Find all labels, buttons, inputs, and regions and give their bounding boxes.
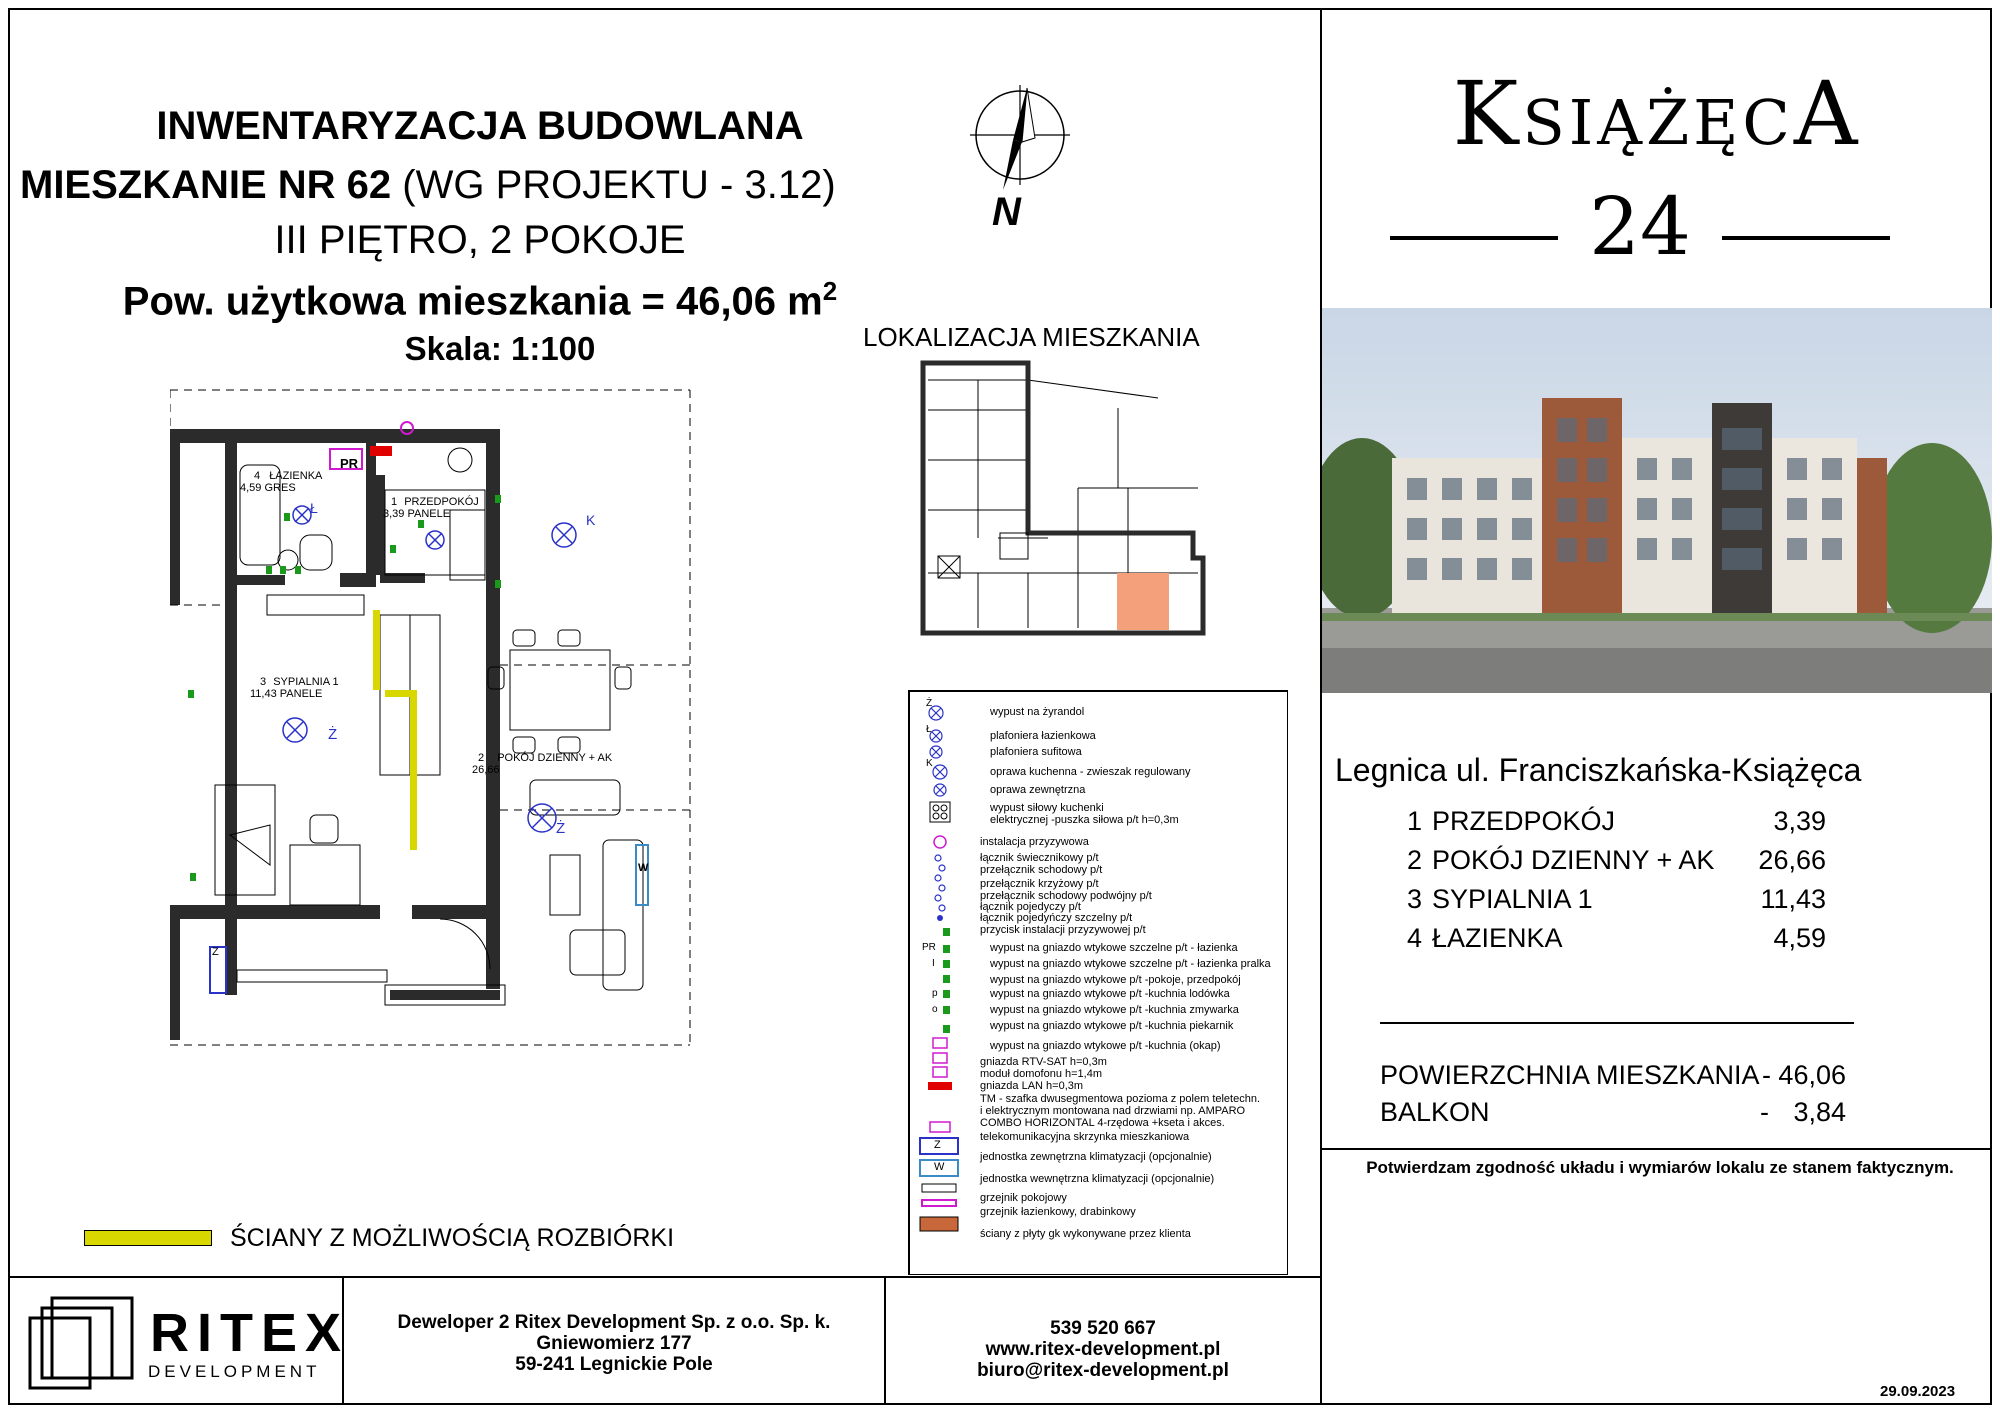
- room-num: 4: [1406, 923, 1422, 953]
- legend-item: ściany z płyty gk wykonywane przez klienta: [980, 1228, 1191, 1240]
- room-num: 3: [1406, 884, 1422, 914]
- walls-note: ŚCIANY Z MOŻLIWOŚCIĄ ROZBIÓRKI: [230, 1224, 675, 1252]
- legend-sym-pr: PR: [922, 942, 936, 953]
- legend-sym-w: W: [934, 1161, 945, 1173]
- total-area-label: POWIERZCHNIA MIESZKANIA: [1380, 1060, 1760, 1090]
- header-line-3: III PIĘTRO, 2 POKOJE: [274, 218, 686, 262]
- room-num: 1: [1406, 806, 1422, 836]
- legend-item: plafoniera łazienkowa: [990, 730, 1096, 742]
- logo-subtitle: DEVELOPMENT: [148, 1362, 321, 1381]
- plan-living-area: 26,66: [472, 764, 500, 776]
- footer-divider: [8, 1276, 1322, 1278]
- legend-item: wypust na gniazdo wtykowe p/t -kuchnia lodówka: [990, 988, 1230, 1000]
- legend-item: wypust na gniazdo wtykowe p/t -kuchnia zmywarka: [990, 1004, 1239, 1016]
- legend-sym-o: o: [932, 1004, 938, 1015]
- brand-number: 24: [1589, 180, 1691, 273]
- location-title: LOKALIZACJA MIESZKANIA: [863, 322, 1200, 352]
- room-name: ŁAZIENKA: [1432, 923, 1563, 953]
- north-letter: N: [992, 190, 1021, 234]
- plan-symbol-zh-bedroom: Ż: [328, 726, 338, 743]
- apartment-number: MIESZKANIE NR 62: [20, 163, 392, 207]
- legend-item: moduł domofonu h=1,4m: [980, 1068, 1102, 1080]
- legend-item: przycisk instalacji przyzywowej p/t: [980, 924, 1146, 936]
- legend-item: wypust na gniazdo wtykowe szczelne p/t - łazienka pralka: [990, 958, 1271, 970]
- legend-item: oprawa kuchenna - zwieszak regulowany: [990, 766, 1191, 778]
- totals-divider: [1380, 1022, 1854, 1024]
- legend-item: gniazda LAN h=0,3m: [980, 1080, 1084, 1092]
- legend-list: [908, 690, 1288, 1275]
- plan-bedroom-area: 11,43: [250, 688, 277, 700]
- apartment-location-marker: [1117, 573, 1169, 630]
- plan-bedroom-num: 3: [260, 676, 267, 688]
- plan-bath-finish: GRES: [264, 482, 296, 494]
- plan-living-name: POKÓJ DZIENNY + AK: [497, 752, 613, 764]
- legend-item: i elektrycznym montowana nad drzwiami np. AMPARO: [980, 1105, 1246, 1117]
- building-rendering: [1322, 308, 1992, 693]
- legend-item: grzejnik łazienkowy, drabinkowy: [980, 1206, 1136, 1218]
- legend-item: instalacja przyzywowa: [980, 836, 1089, 848]
- plan-symbol-l: Ł: [310, 500, 318, 516]
- location-minimap: [918, 358, 1208, 636]
- plan-bath-area: 4,59: [240, 482, 262, 494]
- legend-sym-zh: Ż: [926, 698, 933, 709]
- phone[interactable]: 539 520 667: [1050, 1318, 1156, 1339]
- legend-sym-z: Z: [934, 1139, 941, 1151]
- room-area: 11,43: [1760, 884, 1826, 914]
- legend-item: grzejnik pokojowy: [980, 1192, 1067, 1204]
- legend-item: łącznik świecznikowy p/t: [980, 852, 1099, 864]
- legend-item: łącznik pojedyczy p/t: [980, 901, 1081, 913]
- room-area: 3,39: [1773, 806, 1826, 836]
- plan-symbol-w: W: [638, 862, 649, 874]
- plan-label-bedroom: [250, 676, 339, 700]
- legend-item: przełącznik schodowy podwójny p/t: [980, 890, 1152, 902]
- legend-item: jednostka wewnętrzna klimatyzacji (opcjonalnie): [980, 1173, 1215, 1185]
- usable-area-heading: [40, 276, 920, 324]
- confirmation-text: Potwierdzam zgodność układu i wymiarów lokalu ze stanem faktycznym.: [1366, 1158, 1954, 1177]
- legend-sym-p: p: [932, 988, 938, 999]
- plan-hall-area: 3,39: [383, 508, 405, 520]
- developer-line-1: Deweloper 2 Ritex Development Sp. z o.o. Sp. k.: [397, 1312, 831, 1333]
- total-area-value: - 46,06: [1761, 1060, 1846, 1090]
- brand-line-right: [1722, 236, 1890, 240]
- email-link[interactable]: biuro@ritex-development.pl: [977, 1360, 1229, 1381]
- legend-item: łącznik pojedyńczy szczelny p/t: [980, 912, 1133, 924]
- legend-item: gniazda RTV-SAT h=0,3m: [980, 1056, 1107, 1068]
- plan-symbol-zh-living: Ż: [556, 820, 566, 837]
- plan-label-bath: [240, 470, 322, 494]
- website-link[interactable]: www.ritex-development.pl: [985, 1339, 1221, 1360]
- legend-symbols: [908, 690, 968, 1275]
- brand-line-left: [1390, 236, 1558, 240]
- header-line-2: [20, 163, 980, 208]
- plan-hall-finish: PANELE: [407, 508, 451, 520]
- legend-sym-l: Ł: [926, 724, 932, 735]
- yellow-wall-swatch: [84, 1230, 212, 1246]
- ritex-logo-icon: [22, 1290, 142, 1400]
- balcony-label: BALKON: [1380, 1097, 1490, 1127]
- legend-item: wypust na gniazdo wtykowe p/t -kuchnia piekarnik: [990, 1020, 1234, 1032]
- legend-item: COMBO HORIZONTAL 4-rzędowa +kseta i akces.: [980, 1117, 1225, 1129]
- room-name: PRZEDPOKÓJ: [1432, 806, 1616, 836]
- legend-item: oprawa zewnętrzna: [990, 784, 1086, 796]
- room-name: POKÓJ DZIENNY + AK: [1432, 845, 1715, 875]
- right-confirm-divider: [1322, 1148, 1992, 1150]
- legend-item: wypust na gniazdo wtykowe p/t -pokoje, przedpokój: [990, 974, 1241, 986]
- room-num: 2: [1406, 845, 1422, 875]
- address: Legnica ul. Franciszkańska-Książęca: [1335, 752, 1862, 788]
- room-name: SYPIALNIA 1: [1432, 884, 1593, 914]
- usable-area-text: Pow. użytkowa mieszkania = 46,06 m: [122, 279, 823, 324]
- legend-sym-k: K: [926, 758, 933, 769]
- usable-area-sup: 2: [822, 276, 838, 306]
- legend-item: elektrycznej -puszka siłowa p/t h=0,3m: [990, 814, 1179, 826]
- room-area: 26,66: [1758, 845, 1826, 875]
- document-date: 29.09.2023: [1880, 1383, 1956, 1400]
- plan-label-living: [472, 752, 612, 776]
- legend-item: TM - szafka dwusegmentowa pozioma z polem teletechn.: [980, 1093, 1261, 1105]
- room-area: 4,59: [1773, 923, 1826, 953]
- plan-symbol-k: K: [586, 512, 596, 528]
- legend-item: wypust na żyrandol: [990, 706, 1085, 718]
- right-panel-divider: [1320, 8, 1322, 1405]
- plan-label-hall: [383, 496, 479, 520]
- legend-item: jednostka zewnętrzna klimatyzacji (opcjonalnie): [980, 1151, 1212, 1163]
- legend-sym-i: I: [932, 958, 935, 969]
- plan-symbol-pr: PR: [340, 456, 359, 471]
- legend-item: wypust na gniazdo wtykowe p/t -kuchnia (okap): [990, 1040, 1221, 1052]
- plan-hall-name: PRZEDPOKÓJ: [404, 496, 479, 508]
- project-number: (WG PROJEKTU - 3.12): [391, 163, 836, 207]
- brand-name: KsiążęcA: [1452, 62, 1862, 165]
- legend-item: plafoniera sufitowa: [990, 746, 1082, 758]
- plan-living-num: 2: [478, 752, 485, 764]
- developer-line-2: Gniewomierz 177: [536, 1333, 692, 1354]
- logo-name: RITEX: [150, 1303, 350, 1363]
- plan-symbol-z: Z: [212, 946, 219, 958]
- legend-item: przełącznik schodowy p/t: [980, 864, 1103, 876]
- plan-bath-num: 4: [254, 470, 261, 482]
- plan-bedroom-finish: PANELE: [279, 688, 323, 700]
- legend-item: wypust na gniazdo wtykowe szczelne p/t - łazienka: [990, 942, 1238, 954]
- balcony-value: 3,84: [1793, 1097, 1846, 1127]
- scale-label: Skala: 1:100: [404, 330, 596, 367]
- balcony-dash: -: [1760, 1097, 1769, 1127]
- header-line-1: INWENTARYZACJA BUDOWLANA: [156, 104, 804, 148]
- legend-item: wypust siłowy kuchenki: [990, 802, 1104, 814]
- plan-bath-name: ŁAZIENKA: [269, 470, 323, 482]
- legend-item: telekomunikacyjna skrzynka mieszkaniowa: [980, 1131, 1190, 1143]
- developer-line-3: 59-241 Legnickie Pole: [515, 1354, 713, 1375]
- plan-bedroom-name: SYPIALNIA 1: [273, 676, 339, 688]
- legend-item: przełącznik krzyżowy p/t: [980, 878, 1099, 890]
- plan-hall-num: 1: [391, 496, 398, 508]
